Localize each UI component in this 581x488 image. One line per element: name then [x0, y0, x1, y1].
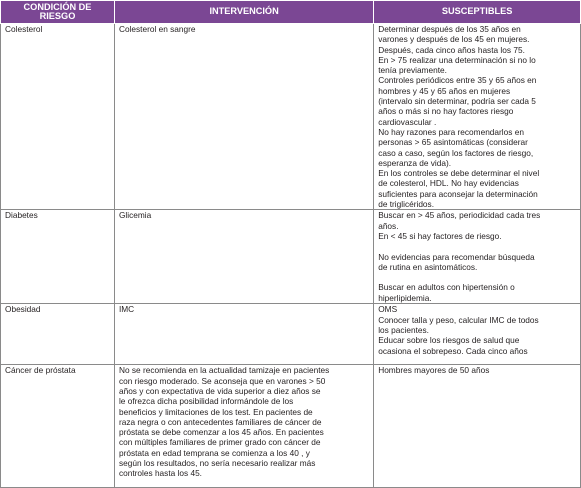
condicion-text: Diabetes: [5, 210, 38, 221]
cell-intervencion: [114, 365, 373, 488]
header-susceptibles: SUSCEPTIBLES: [374, 1, 581, 24]
cell-condicion: [1, 210, 115, 304]
susceptibles-line: [378, 241, 577, 251]
header-row: [1, 1, 581, 24]
susceptibles-line: Educar sobre los riesgos de salud que: [378, 335, 520, 346]
table-row: [1, 365, 581, 488]
susceptibles-line: caso a caso, según los factores de riesgo,: [378, 147, 534, 158]
intervencion-line: próstata se debe comenzar a los 45 años. En pacientes: [118, 427, 324, 438]
susceptibles-line: Después, cada cinco años hasta los 75.: [378, 44, 525, 55]
susceptibles-line: En los controles se debe determinar el nivel: [378, 168, 540, 179]
condicion-text: Cáncer de próstata: [5, 365, 76, 376]
susceptibles-line: Hombres mayores de 50 años: [378, 365, 490, 376]
intervencion-line: con múltiples familiares de primer grado con cáncer de: [118, 437, 321, 448]
table-row: [1, 304, 581, 365]
header-condicion: CONDICIÓN DE RIESGO: [1, 1, 115, 24]
susceptibles-line: No evidencias para recomendar búsqueda: [378, 251, 535, 262]
cell-intervencion: [114, 210, 373, 304]
susceptibles-line: de rutina en asintomáticos.: [378, 261, 478, 272]
header-intervencion: INTERVENCIÓN: [114, 1, 373, 24]
table-row: [1, 24, 581, 210]
susceptibles-line: ocasiona el sobrepeso. Cada cinco años: [378, 345, 528, 356]
susceptibles-line: En > 75 realizar una determinación si no lo: [378, 54, 536, 65]
cell-condicion: [1, 365, 115, 488]
susceptibles-line: tenía previamente.: [378, 65, 447, 76]
intervencion-line: años y con expectativa de vida superior a diez años se: [118, 385, 321, 396]
susceptibles-line: años.: [378, 220, 399, 231]
susceptibles-line: de triglicéridos.: [378, 199, 435, 210]
cell-susceptibles: [374, 210, 581, 304]
intervencion-line: según los resultados, no sería necesario realizar más: [118, 458, 316, 469]
susceptibles-line: hombres y 45 y 65 años en mujeres: [378, 85, 511, 96]
cell-susceptibles: [374, 24, 581, 210]
susceptibles-line: los pacientes.: [378, 324, 429, 335]
intervencion-line: le ofrezca dicha posibilidad informándole de los: [118, 396, 294, 407]
intervencion-line: Colesterol en sangre: [118, 24, 196, 34]
susceptibles-line: [378, 272, 577, 282]
susceptibles-line: años o más si no hay factores riesgo: [378, 106, 514, 117]
susceptibles-line: cardiovascular .: [378, 116, 437, 127]
susceptibles-line: Determinar después de los 35 años en: [378, 24, 521, 34]
cell-condicion: [1, 24, 115, 210]
susceptibles-line: personas > 65 asintomáticas (considerar: [378, 137, 528, 148]
intervencion-line: Glicemia: [118, 210, 152, 221]
susceptibles-line: (intervalo sin determinar, podría ser cada 5: [378, 96, 536, 107]
susceptibles-line: No hay razones para recomendarlos en: [378, 126, 524, 137]
susceptibles-line: hiperlipidemia.: [378, 292, 432, 303]
cell-intervencion: [114, 304, 373, 365]
susceptibles-line: Buscar en > 45 años, periodicidad cada tres: [378, 210, 541, 221]
susceptibles-line: Buscar en adultos con hipertensión o: [378, 282, 515, 293]
susceptibles-line: Conocer talla y peso, calcular IMC de todos: [378, 314, 539, 325]
susceptibles-line: En < 45 si hay factores de riesgo.: [378, 230, 502, 241]
susceptibles-line: Controles periódicos entre 35 y 65 años en: [378, 75, 537, 86]
cell-intervencion: [114, 24, 373, 210]
cell-susceptibles: [374, 304, 581, 365]
intervencion-line: IMC: [118, 304, 135, 315]
cell-susceptibles: [374, 365, 581, 488]
intervencion-line: beneficios y limitaciones de los test. En pacientes de: [118, 406, 313, 417]
intervencion-line: raza negra o con antecedentes familiares de cáncer de: [118, 416, 322, 427]
condicion-text: Colesterol: [5, 24, 43, 34]
cell-condicion: [1, 304, 115, 365]
intervencion-line: próstata en edad temprana se comienza a los 40 , y: [118, 447, 310, 458]
table-row: [1, 210, 581, 304]
susceptibles-line: OMS: [378, 304, 398, 315]
susceptibles-line: esperanza de vida).: [378, 157, 452, 168]
susceptibles-line: de colesterol, HDL. No hay evidencias: [378, 178, 519, 189]
intervencion-line: No se recomienda en la actualidad tamizaje en pacientes: [118, 365, 330, 376]
condicion-text: Obesidad: [5, 304, 41, 315]
intervencion-line: controles hasta los 45.: [118, 468, 202, 479]
susceptibles-line: suficientes para aconsejar la determinación: [378, 188, 538, 199]
susceptibles-line: varones y después de los 45 en mujeres.: [378, 34, 530, 45]
intervencion-line: con riesgo moderado. Se aconseja que en varones > 50: [118, 375, 326, 386]
